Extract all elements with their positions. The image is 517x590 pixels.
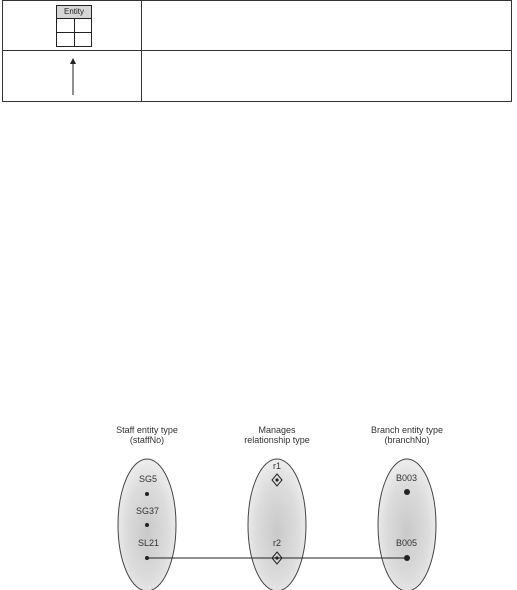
staff-instance-dot-sg5: [145, 492, 149, 496]
relationship-diagram: [0, 410, 517, 590]
legend-row-entity: [3, 1, 511, 51]
relationship-instance-label: r1: [273, 461, 282, 471]
relationship-instance-label: r2: [273, 538, 282, 548]
manages-title-line2: relationship type: [244, 435, 310, 445]
staff-title-line1: Staff entity type: [116, 425, 178, 435]
entity-grid-vertical-line: [74, 18, 75, 46]
manages-title-line1: Manages: [258, 425, 296, 435]
branch-entity-title: [362, 425, 452, 445]
staff-entity-title: [107, 425, 187, 445]
staff-instance-label: SG37: [136, 506, 160, 516]
branch-title-line2: (branchNo): [384, 435, 430, 445]
branch-title-line1: Branch entity type: [370, 425, 444, 435]
staff-title-line2: (staffNo): [129, 435, 165, 445]
staff-instance-label: SL21: [138, 538, 160, 548]
branch-instance-dot-b003: [404, 489, 410, 495]
manages-relationship-title: [232, 425, 322, 445]
staff-instance-dot-sg37: [145, 523, 149, 527]
branch-instance-label: B005: [396, 538, 418, 548]
entity-symbol: [56, 5, 92, 47]
entity-symbol-label: Entity: [57, 6, 91, 19]
staff-instance-label: SG5: [139, 474, 158, 484]
legend-table: [2, 0, 512, 102]
up-arrow-icon: [63, 57, 83, 97]
entity-symbol-grid: [57, 18, 91, 46]
legend-row-arrow: [3, 51, 511, 102]
branch-instance-label: B003: [396, 473, 418, 483]
